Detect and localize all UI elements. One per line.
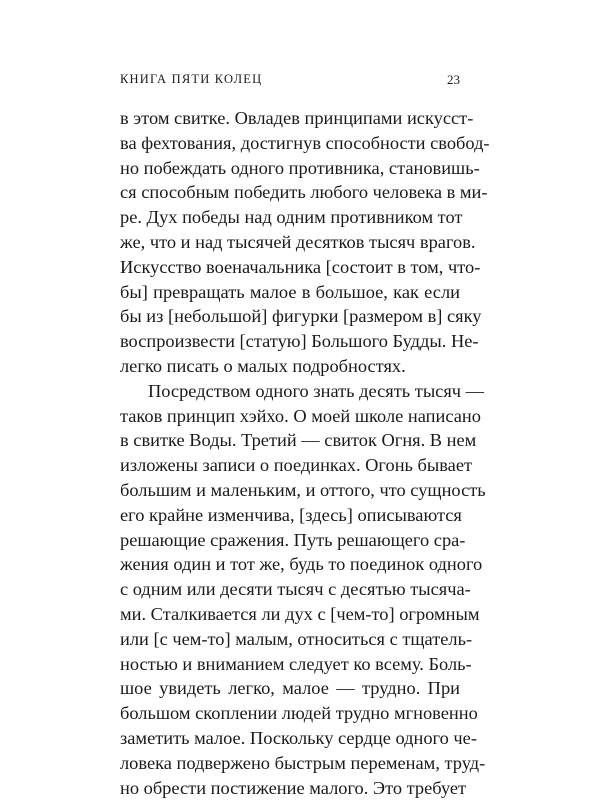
text-line: его крайне изменчива, [здесь] описываются — [120, 504, 462, 525]
text-line: шое увидеть легко, малое — трудно. При — [120, 678, 460, 699]
text-line: в этом свитке. Овладев принципами искусст- — [120, 108, 474, 128]
text-line: ва фехтования, достигнув способности свобод- — [120, 132, 490, 153]
text-line: легко писать о малых подробностях. — [120, 355, 406, 376]
body-text — [120, 106, 490, 800]
text-line: бы из [небольшой] фигурки [размером в] сяку — [120, 306, 482, 327]
page-number: 23 — [447, 72, 460, 87]
text-line: решающие сражения. Путь решающего сра- — [120, 529, 466, 550]
text-line: большом скоплении людей трудно мгновенно — [120, 703, 478, 724]
text-line: Искусство военачальника [состоит в том, что- — [120, 256, 481, 277]
text-line: изложены записи о поединках. Огонь бывает — [120, 455, 473, 476]
text-line: бы] превращать малое в большое, как если — [120, 281, 460, 302]
text-line: или [с чем-то] малым, относиться с тщатель- — [120, 628, 473, 649]
text-line: Посредством одного знать десять тысяч — — [148, 380, 485, 401]
text-line: жения один и тот же, будь то поединок одного — [120, 554, 483, 575]
text-line: же, что и над тысячей десятков тысяч врагов. — [120, 231, 476, 252]
running-title: КНИГА ПЯТИ КОЛЕЦ — [120, 72, 263, 86]
text-line: ся способным победить любого человека в ми- — [120, 182, 488, 203]
text-line: воспроизвести [статую] Большого Будды. Не- — [120, 331, 479, 352]
text-line: ловека подвержено быстрым переменам, труд- — [120, 752, 486, 773]
text-line: заметить малое. Поскольку сердце одного че- — [120, 727, 477, 748]
text-line: ре. Дух победы над одним противником тот — [120, 207, 463, 228]
text-line: но побеждать одного противника, становишь- — [120, 157, 480, 178]
text-line: ми. Сталкивается ли дух с [чем-то] огромным — [120, 603, 480, 624]
text-line: с одним или десяти тысяч с десятью тысяча- — [120, 579, 471, 600]
text-line: в свитке Воды. Третий — свиток Огня. В нем — [120, 430, 477, 451]
text-line: но обрести постижение малого. Это требует — [120, 777, 467, 798]
running-head — [120, 72, 460, 92]
text-line: ностью и вниманием следует ко всему. Боль- — [120, 653, 472, 674]
text-line: большим и маленьким, и оттого, что сущность — [120, 479, 486, 500]
text-line: таков принцип хэйхо. О моей школе написано — [120, 405, 481, 426]
